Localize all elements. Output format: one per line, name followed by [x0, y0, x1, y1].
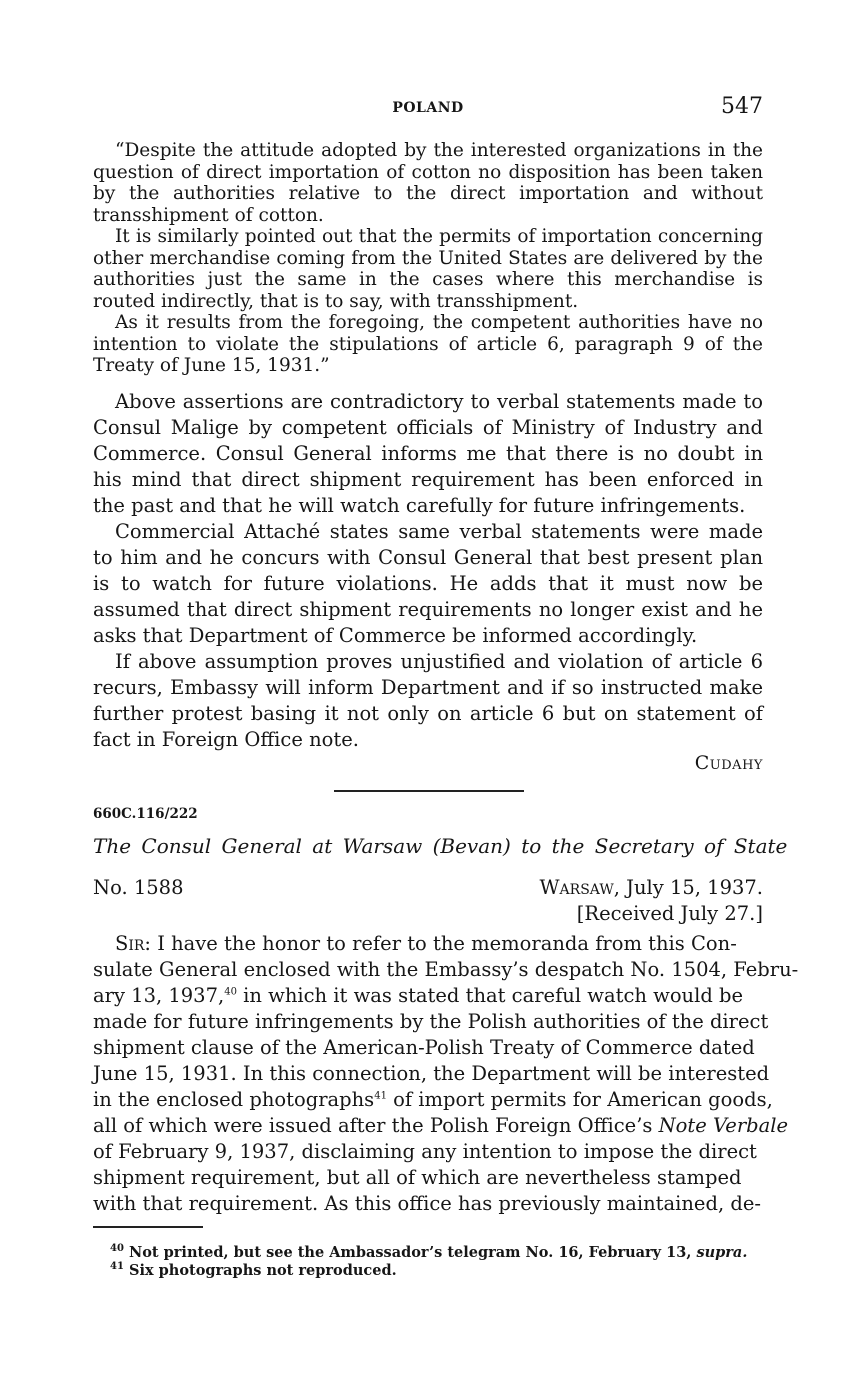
- footnote-divider: [93, 1226, 203, 1228]
- letter-line: [93, 1036, 755, 1059]
- running-head: POLAND: [392, 100, 464, 116]
- section-divider: [334, 790, 524, 792]
- footnotes: [110, 1244, 770, 1280]
- letter-line: [93, 1166, 741, 1189]
- letter-line: [93, 1140, 757, 1163]
- quoted-paragraph: It is similarly pointed out that the permits of importation concerning other merchandise coming from the United States are delivered by the authorities just the same in the cases where this merchandise is routed indirectly, that is to say, with transshipment.: [93, 226, 763, 312]
- letter-line-text: with that requirement. As this office has previously maintained, de-: [93, 1192, 761, 1215]
- letter-line-text: shipment requirement, but all of which are nevertheless stamped: [93, 1166, 742, 1189]
- telegram-body: [93, 389, 763, 753]
- letter-line: [93, 1114, 788, 1137]
- letter-line-text: made for future infringements by the Polish authorities of the direct: [93, 1010, 769, 1033]
- letter-line: [93, 1010, 768, 1033]
- letter-line: [93, 1192, 761, 1215]
- italic-term: Note Verbale: [658, 1114, 789, 1137]
- footnote-reference: 40: [224, 986, 237, 998]
- letter-line-text: all of which were issued after the Polish Foreign Office’s: [93, 1114, 659, 1137]
- dateline: [540, 876, 764, 899]
- letter-line-text: in the enclosed photographs: [93, 1088, 375, 1111]
- dateline-date: July 15, 1937.: [626, 876, 763, 899]
- quoted-paragraph: As it results from the foregoing, the competent authorities have no intention to violate the stipulations of article 6, paragraph 9 of the Treaty of June 15, 1931.”: [93, 312, 763, 376]
- footnote-italic: supra.: [696, 1244, 748, 1261]
- body-paragraph: If above assumption proves unjustified and violation of article 6 recurs, Embassy will inform Department and if so instructed make further protest basing it not only on article 6 but on statement of fact in Foreign Office note.: [93, 650, 763, 751]
- letter-line: [93, 984, 743, 1007]
- letter-line-text: of February 9, 1937, disclaiming any intention to impose the direct: [93, 1140, 757, 1163]
- letter-line: [93, 1088, 773, 1111]
- letter-line-text: of import permits for American goods,: [386, 1088, 773, 1111]
- file-number: 660C.116/222: [93, 806, 198, 822]
- footnote-mark: 41: [110, 1261, 124, 1273]
- quoted-paragraph: “Despite the attitude adopted by the interested organizations in the question of direct importation of cotton no disposition has been taken by the authorities relative to the direct importation and without transshipment of cotton.: [93, 140, 763, 226]
- letter-line: [93, 958, 798, 981]
- received-line: [Received July 27.]: [576, 902, 763, 925]
- footnote: [110, 1244, 770, 1262]
- letter-line-text: I have the honor to refer to the memoranda from this Con-: [157, 932, 737, 955]
- footnote: [110, 1262, 770, 1280]
- page-number: 547: [721, 94, 763, 119]
- footnote-text: Not printed, but see the Ambassador’s telegram No. 16, February 13,: [128, 1244, 697, 1261]
- letter-line-text: June 15, 1931. In this connection, the Department will be interested: [93, 1062, 770, 1085]
- letter-line-text: sulate General enclosed with the Embassy’s despatch No. 1504, Febru-: [93, 958, 799, 981]
- letter-line: [93, 1062, 769, 1085]
- salutation: Sir:: [115, 932, 151, 955]
- quoted-note: [93, 140, 763, 377]
- footnote-text: Six photographs not reproduced.: [128, 1262, 397, 1279]
- page-header: [93, 94, 763, 124]
- body-paragraph: Above assertions are contradictory to verbal statements made to Consul Malige by competent officials of Ministry of Industry and Commerce. Consul General informs me that there is no doubt in his mind that direct shipment requirement has been enforced in the past and that he will watch carefully for future infringements.: [93, 390, 763, 517]
- letter-line: [115, 932, 737, 955]
- footnote-reference: 41: [374, 1090, 387, 1102]
- letter-line-text: shipment clause of the American-Polish Treaty of Commerce dated: [93, 1036, 755, 1059]
- signature: Cudahy: [694, 752, 763, 774]
- despatch-number: No. 1588: [93, 876, 184, 899]
- letter-line-text: ary 13, 1937,: [93, 984, 225, 1007]
- footnote-mark: 40: [110, 1243, 124, 1255]
- dateline-place: Warsaw,: [539, 876, 620, 899]
- document-title: The Consul General at Warsaw (Bevan) to the Secretary of State: [93, 834, 788, 858]
- letter-line-text: in which it was stated that careful watch would be: [236, 984, 744, 1007]
- body-paragraph: Commercial Attaché states same verbal statements were made to him and he concurs with Consul General that best present plan is to watch for future violations. He adds that it must now be assumed that direct shipment requirements no longer exist and he asks that Department of Commerce be informed accordingly.: [93, 520, 763, 647]
